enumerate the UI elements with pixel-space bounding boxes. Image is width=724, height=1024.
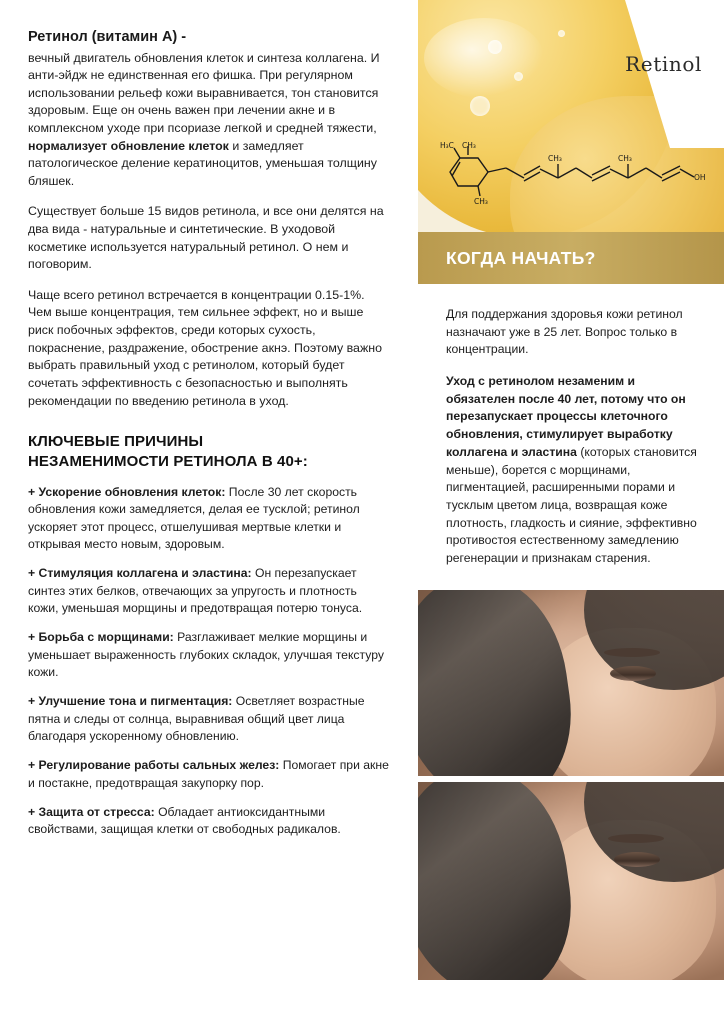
intro-paragraph-emphasis: нормализует обновление клеток [28,138,229,153]
why-essential-paragraph [446,373,704,568]
why-essential-text: (которых становится меньше), борется с морщинами, пигментацией, расширенными порами и тусклым цветом лица, возвращая коже плотность, гладкость и сияние, эффективно противостоя естественному замедлению регенерации и признакам старения. [446,444,697,565]
oil-highlight [424,18,544,98]
paragraph-concentration: Чаще всего ретинол встречается в концентрации 0.15-1%. Чем выше концентрация, тем сильнее эффект, но и выше риск побочных эффектов, среди которых сухость, покраснение, раздражение, обострение акнэ. Поэтому важно выбрать правильный уход с ретинолом, который будет сочетать эффективность с безопасностью и выполнять рекомендации по введению ретинола в уход. [28,287,382,408]
retinol-hero-image [418,0,724,232]
photo-shadow [418,782,724,980]
svg-text:CH₃: CH₃ [474,197,488,206]
list-item [28,565,390,617]
list-item-heading: Борьба с морщинами: [38,630,174,645]
svg-text:OH: OH [694,173,706,182]
plus-icon: + [28,630,36,645]
intro-paragraph-tail: и замедляет патологическое деление кератиноцитов, уменьшая толщину бляшек. [28,138,377,188]
paragraph-types: Существует больше 15 видов ретинола, и все они делятся на два вида - натуральные и синтетические. В уходовой косметике используется натуральный ретинол. О нем и поговорим. [28,204,384,272]
svg-text:CH₃: CH₃ [462,142,476,150]
bubble-icon [470,96,490,116]
photo-shadow [418,590,724,776]
svg-text:CH₃: CH₃ [618,154,632,163]
lead-title: Ретинол (витамин А) - [28,29,187,45]
section-title [28,432,390,471]
list-item-heading: Защита от стресса: [38,805,155,820]
list-item-heading: Стимуляция коллагена и эластина: [38,566,252,581]
list-item [28,484,390,553]
list-item-text: Разглаживает мелкие морщины и уменьшает выраженность глубоких складок, улучшая текстуру кожи. [28,630,384,680]
list-item-heading: Регулирование работы сальных желез: [38,758,280,773]
intro-paragraph-text: вечный двигатель обновления клеток и синтеза коллагена. И анти-эйдж не единственная его фишка. При регулярном использовании рельеф кожи выравнивается, тон становится здоровым. Еще он очень важен при лечении акне и в комплексном уходе при псориазе легкой и средней тяжести, [28,50,380,135]
list-item [28,757,390,792]
bubble-icon [514,72,523,81]
right-column [418,0,724,1024]
photo-before [418,590,724,776]
list-item-text: Обладает антиоксидантными свойствами, защищая клетки от свободных радикалов. [28,805,341,837]
intro-paragraph [28,50,390,191]
photo-after [418,782,724,980]
when-to-start-paragraph: Для поддержания здоровья кожи ретинол назначают уже в 25 лет. Вопрос только в концентрации. [446,307,683,357]
band-title: КОГДА НАЧАТЬ? [446,247,596,268]
list-item [28,629,390,681]
plus-icon: + [28,694,36,709]
section-band [418,232,724,284]
list-item-heading: Ускорение обновления клеток: [38,485,226,500]
why-essential-emphasis: Уход с ретинолом незаменим и обязателен после 40 лет, потому что он перезапускает процессы клеточного обновления, стимулирует выработку коллагена и эластина [446,374,686,459]
plus-icon: + [28,758,36,773]
section-title-line-1: КЛЮЧЕВЫЕ ПРИЧИНЫ [28,433,204,451]
list-item-text: После 30 лет скорость обновления кожи замедляется, делая ее тусклой; ретинол ускоряет этот процесс, отшелушивая мертвые клетки и открывая место новым, здоровым. [28,485,360,552]
list-item [28,693,390,745]
retinol-molecule-diagram [440,142,712,220]
list-item-heading: Улучшение тона и пигментация: [38,694,233,709]
svg-text:CH₃: CH₃ [548,154,562,163]
section-title-line-2: НЕЗАМЕНИМОСТИ РЕТИНОЛА В 40+: [28,452,308,470]
plus-icon: + [28,566,36,581]
hero-label: Retinol [625,52,702,76]
plus-icon: + [28,805,36,820]
plus-icon: + [28,485,36,500]
right-body-text [418,284,724,584]
list-item-text: Он перезапускает синтез этих белков, отвечающих за упругость и плотность кожи, уменьшая морщины и предотвращая потерю тонуса. [28,566,363,616]
bubble-icon [488,40,502,54]
svg-text:H₃C: H₃C [440,142,454,150]
list-item-text: Помогает при акне и постакне, предотвращая закупорку пор. [28,758,389,790]
list-item [28,804,390,839]
list-item-text: Осветляет возрастные пятна и следы от солнца, выравнивая общий цвет лица благодаря ускоренному обновлению. [28,694,365,744]
bubble-icon [558,30,565,37]
